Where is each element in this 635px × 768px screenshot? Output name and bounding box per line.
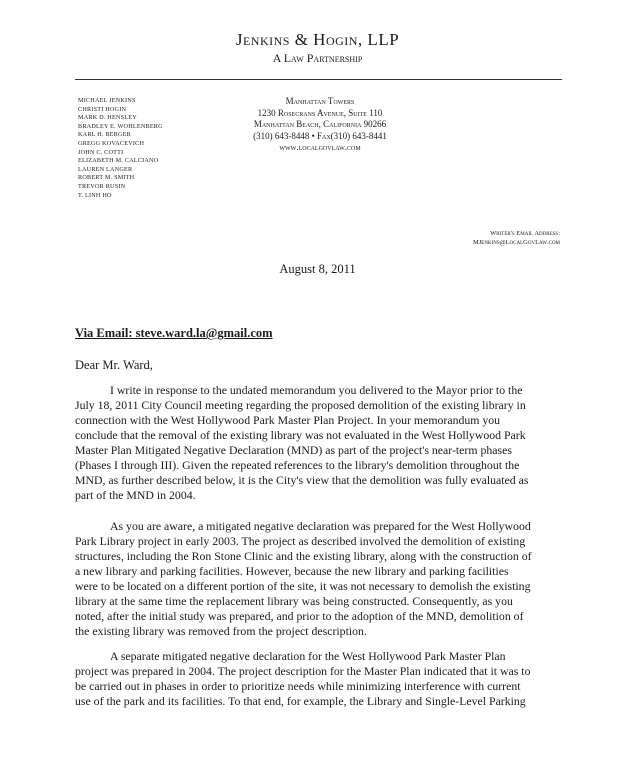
partner-name: MICHAEL JENKINS — [78, 97, 136, 104]
paragraph-line: project was prepared in 2004. The project description for the Master Plan indicated that it was to — [75, 664, 531, 678]
paragraph-line: conclude that the removal of the existing library was not evaluated in the West Hollywood Park — [75, 428, 526, 442]
partner-name: JOHN C. COTTI — [78, 148, 124, 156]
partner-name: KARL H. BERGER — [78, 131, 131, 139]
address-street: 1230 Rosecrans Avenue, Suite 110 — [257, 107, 383, 118]
paragraph-line: (Phases I through III). Given the repeated references to the library's demolition throughout the — [75, 458, 520, 472]
paragraph-line: I write in response to the undated memorandum you delivered to the Mayor prior to the — [110, 383, 523, 397]
paragraph-line: be carried out in phases in order to prioritize needs while minimizing interference with current — [75, 679, 521, 693]
paragraph-line: were to be located on a different portion of the site, it was not necessary to demolish the existing — [75, 579, 531, 593]
letterhead-divider — [75, 79, 562, 80]
address-city: Manhattan Beach, California 90266 — [253, 119, 387, 129]
paragraph-line: part of the MND in 2004. — [75, 488, 196, 502]
body-paragraph-2 — [75, 519, 565, 639]
address-phone-fax: (310) 643-8448 • Fax(310) 643-8441 — [253, 130, 387, 141]
writer-email-block — [473, 229, 560, 247]
partner-name: GREGG KOVACEVICH — [78, 139, 145, 147]
partner-name: LAUREN LANGER — [78, 165, 133, 173]
via-email-line: Via Email: steve.ward.la@gmail.com — [75, 326, 273, 340]
partner-name: BRADLEY E. WOHLENBERG — [78, 122, 163, 130]
paragraph-line: library at the same time the replacement library was being constructed. Consequently, as you — [75, 594, 513, 608]
body-paragraph-1 — [75, 383, 565, 503]
body-paragraph-3 — [75, 649, 565, 709]
partner-name: ROBERT M. SMITH — [78, 174, 135, 182]
partner-name: ELIZABETH M. CALCIANO — [78, 157, 159, 165]
partner-list — [78, 97, 218, 200]
paragraph-line: July 18, 2011 City Council meeting regarding the proposed demolition of the existing library in — [75, 398, 526, 412]
firm-subtitle: A Law Partnership — [272, 51, 363, 65]
firm-address — [200, 96, 440, 154]
paragraph-line: structures, including the Ron Stone Clinic and the existing library, along with the construction of — [75, 549, 532, 563]
address-website: www.localgovlaw.com — [279, 142, 361, 152]
address-building: Manhattan Towers — [285, 96, 355, 106]
paragraph-line: Master Plan Mitigated Negative Declaration (MND) as part of the project's near-term phases — [75, 443, 512, 457]
paragraph-line: the existing library was removed from the project description. — [75, 624, 367, 638]
paragraph-line: Park Library project in early 2003. The project as described involved the demolition of existing — [75, 534, 526, 548]
paragraph-line: MND, as further described below, it is the City's view that the demolition was fully evaluated as — [75, 473, 529, 487]
partner-name: TREVOR RUSIN — [78, 182, 126, 190]
partner-name: T. LINH HO — [78, 191, 112, 199]
paragraph-line: noted, after the initial study was prepared, and prior to the adoption of the MND, demolition of — [75, 609, 524, 623]
paragraph-line: use of the park and its facilities. To that end, for example, the Library and Single-Level Parking — [75, 694, 526, 708]
writer-email: MJenkins@LocalGovLaw.com — [472, 239, 560, 246]
partner-name: MARK D. HENSLEY — [78, 114, 137, 122]
paragraph-line: As you are aware, a mitigated negative declaration was prepared for the West Hollywood — [110, 519, 531, 533]
paragraph-line: a new library and parking facilities. However, because the new library and parking facilities — [75, 564, 509, 578]
paragraph-line: A separate mitigated negative declaration for the West Hollywood Park Master Plan — [110, 649, 506, 663]
partner-name: CHRISTI HOGIN — [78, 105, 127, 113]
firm-name: Jenkins & Hogin, LLP — [235, 30, 400, 49]
writer-email-label: Writer's Email Address: — [490, 230, 560, 237]
salutation: Dear Mr. Ward, — [75, 358, 153, 372]
paragraph-line: connection with the West Hollywood Park Master Plan Project. In your memorandum you — [75, 413, 501, 427]
letter-date: August 8, 2011 — [279, 262, 356, 276]
